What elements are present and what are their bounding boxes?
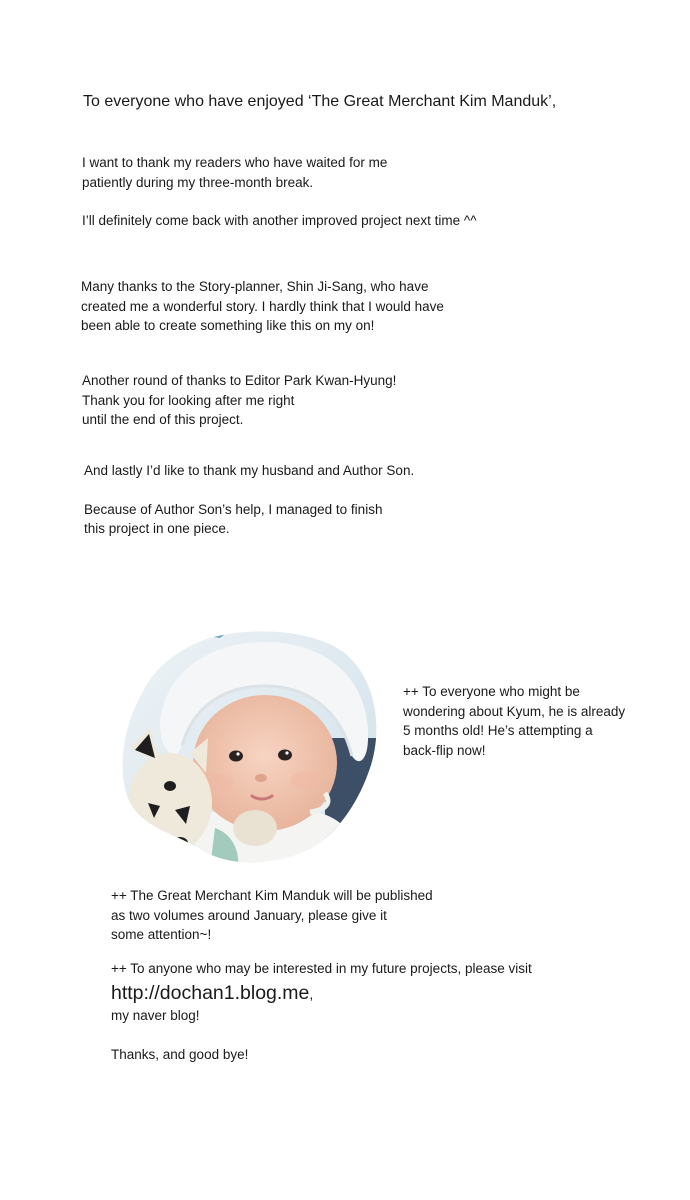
text-line: Because of Author Son’s help, I managed to finish xyxy=(84,501,383,517)
thanks-editor-paragraph xyxy=(82,371,396,430)
farewell-text: Thanks, and good bye! xyxy=(111,1047,249,1062)
url-suffix: , xyxy=(309,985,314,1002)
text-line: ++ To anyone who may be interested in my future projects, please visit xyxy=(111,961,532,976)
farewell-paragraph xyxy=(111,1045,248,1065)
text-line: until the end of this project. xyxy=(82,412,244,427)
text-line: wondering about Kyum, he is already xyxy=(403,703,626,719)
text-line: I want to thank my readers who have waited for me xyxy=(82,155,388,170)
kyum-note-paragraph xyxy=(403,682,625,760)
text-line: back-flip now! xyxy=(403,742,486,758)
text-line: been able to create something like this on my on! xyxy=(81,318,375,333)
thanks-story-planner-paragraph xyxy=(81,277,444,336)
text-line: as two volumes around January, please give it xyxy=(111,907,387,923)
text-line: some attention~! xyxy=(111,927,212,942)
text-line: ++ To everyone who might be xyxy=(403,684,580,699)
future-projects-paragraph xyxy=(111,959,532,1025)
publication-note-paragraph xyxy=(111,886,433,945)
text-line: patiently during my three-month break. xyxy=(82,174,314,190)
text-line: Thank you for looking after me right xyxy=(82,392,295,408)
text-line: Another round of thanks to Editor Park Kwan-Hyung! xyxy=(82,373,397,388)
thanks-husband-paragraph xyxy=(84,461,414,539)
text-line: created me a wonderful story. I hardly think that I would have xyxy=(81,298,444,314)
letter-title: To everyone who have enjoyed ‘The Great Merchant Kim Manduk’, xyxy=(83,93,557,110)
text-line: I’ll definitely come back with another improved project next time ^^ xyxy=(82,213,477,228)
text-line: my naver blog! xyxy=(111,1007,200,1023)
text-line: this project in one piece. xyxy=(84,521,230,536)
blog-url-line xyxy=(111,981,532,1006)
text-line: ++ The Great Merchant Kim Manduk will be published xyxy=(111,888,433,903)
blog-url-link[interactable]: http://dochan1.blog.me xyxy=(111,981,310,1004)
text-line: Many thanks to the Story-planner, Shin Ji-Sang, who have xyxy=(81,279,429,294)
thanks-readers-paragraph xyxy=(82,153,477,231)
text-line: 5 months old! He’s attempting a xyxy=(403,723,593,738)
text-line: And lastly I’d like to thank my husband and Author Son. xyxy=(84,463,415,478)
baby-photo xyxy=(120,628,385,868)
